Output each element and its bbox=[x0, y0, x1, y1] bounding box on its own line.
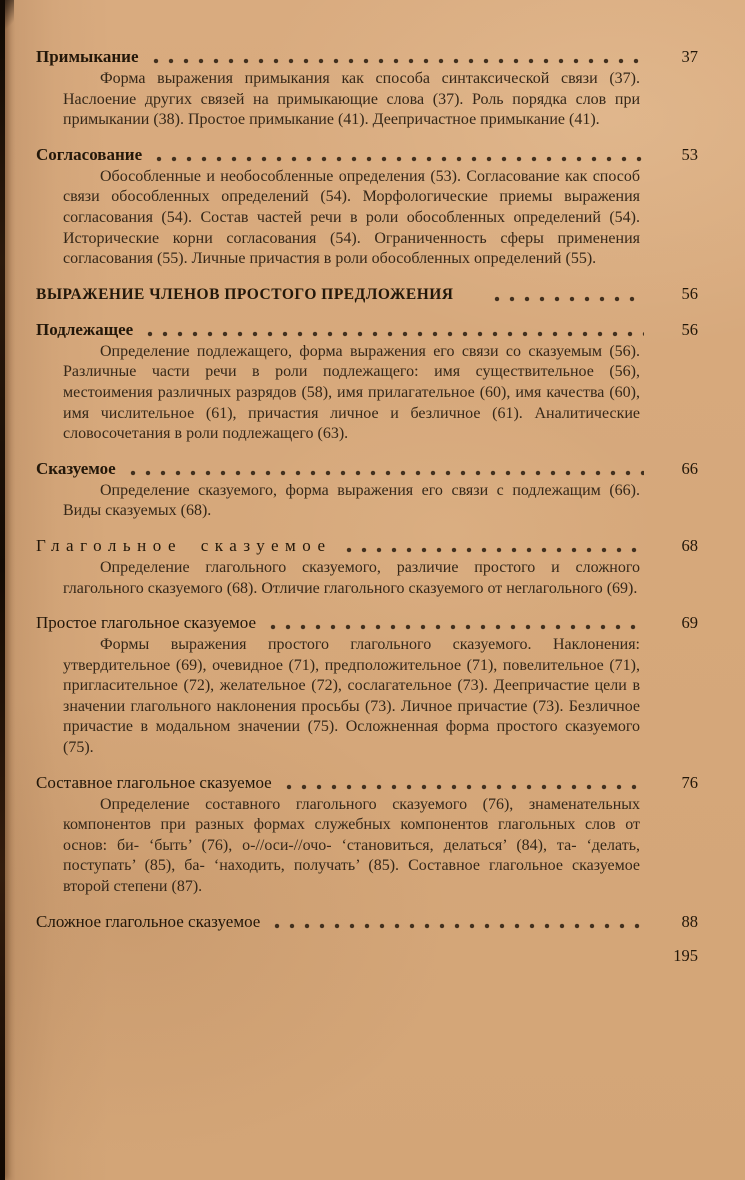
toc-page-number: 56 bbox=[681, 283, 698, 303]
toc-entry-description: Определение сказуемого, форма выражения его связи с подлежащим (66). Виды сказуемых (68). bbox=[63, 481, 640, 520]
toc-entry-section bbox=[36, 283, 702, 306]
toc-heading-row bbox=[36, 283, 702, 306]
toc-page-number: 53 bbox=[681, 144, 698, 164]
toc-entry-title: Простое глагольное сказуемое bbox=[36, 613, 257, 633]
scan-corner-shadow bbox=[0, 0, 14, 34]
toc-entry-title: Подлежащее bbox=[36, 319, 134, 339]
toc-entry-title: Согласование bbox=[36, 144, 143, 164]
scan-spine-edge bbox=[0, 0, 5, 1180]
dot-leader bbox=[494, 296, 644, 302]
toc-heading-row bbox=[36, 911, 702, 933]
dot-leader bbox=[346, 547, 644, 553]
dot-leader bbox=[147, 331, 644, 337]
toc-entry bbox=[36, 319, 702, 445]
toc-heading-row bbox=[36, 535, 702, 557]
dot-leader bbox=[270, 624, 644, 630]
toc-page-number: 37 bbox=[681, 47, 698, 66]
toc-heading-row bbox=[36, 144, 702, 166]
page-folio-number: 195 bbox=[673, 945, 698, 965]
toc-entry-title: Примыкание bbox=[36, 47, 139, 66]
toc-page-number: 69 bbox=[681, 613, 698, 633]
dot-leader bbox=[156, 156, 644, 162]
toc-entry bbox=[36, 458, 702, 522]
toc-heading-row bbox=[36, 319, 702, 341]
toc-heading-row bbox=[36, 458, 702, 480]
toc-entry-title: Сложное глагольное сказуемое bbox=[36, 911, 261, 931]
toc-heading-row bbox=[36, 612, 702, 634]
toc-entry-description: Определение подлежащего, форма выражения его связи со сказуемым (56). Различные части речи в роли подлежащего: имя существительное (56), местоимения различных разрядов (58), имя прилагательное (60), имя качества (60), имя числительное (61), причастия личное и безличное (61). Аналитические словосочетания в роли подлежащего (63). bbox=[63, 342, 640, 443]
toc-page-number: 66 bbox=[681, 458, 698, 478]
toc-entry-description: Форма выражения примыкания как способа синтаксической связи (37). Наслоение других связей на примыкающие слова (37). Роль порядка слов при примыкании (38). Простое примыкание (41). Деепричастное примыкание (41). bbox=[63, 70, 640, 129]
toc-entry bbox=[36, 911, 702, 933]
toc-entry-description: Обособленные и необособленные определения (53). Согласование как способ связи обособленных определений (54). Морфологические приемы выражения согласования (54). Состав частей речи в роли обособленных определений (54). Исторические корни согласования (54). Ограниченность сферы применения согласования (55). Личные причастия в роли обособленных определений (55). bbox=[63, 167, 640, 268]
toc-heading-row bbox=[36, 46, 702, 68]
dot-leader bbox=[274, 923, 644, 929]
dot-leader bbox=[153, 58, 645, 64]
toc-page-number: 88 bbox=[681, 911, 698, 931]
toc-entry-title: ВЫРАЖЕНИЕ ЧЛЕНОВ ПРОСТОГО ПРЕДЛОЖЕНИЯ bbox=[36, 285, 454, 303]
toc-entry bbox=[36, 535, 702, 599]
toc-page-number: 76 bbox=[681, 772, 698, 792]
toc-entry-title: Глагольное сказуемое bbox=[36, 535, 332, 555]
toc-entry-title: Сказуемое bbox=[36, 458, 116, 478]
toc-entry bbox=[36, 144, 702, 270]
toc-page-number: 56 bbox=[681, 319, 698, 339]
toc-entry-description: Определение составного глагольного сказуемого (76), знаменательных компонентов при разных формах служебных компонентов глагольных слов от основ: би- ‘быть’ (76), о-//оси-//очо- ‘становиться, делаться’ (84), та- ‘делать, поступать’ (85), ба- ‘находить, получать’ (85). Составное глагольное сказуемое второй степени (87). bbox=[63, 795, 640, 896]
dot-leader bbox=[130, 470, 644, 476]
toc-page-number: 68 bbox=[681, 535, 698, 555]
table-of-contents bbox=[36, 46, 702, 966]
toc-entry bbox=[36, 46, 702, 131]
toc-heading-row bbox=[36, 772, 702, 794]
toc-entry bbox=[36, 772, 702, 898]
toc-entry-description: Формы выражения простого глагольного сказуемого. Наклонения: утвердительное (69), очевидное (71), предположительное (71), повелительное (71), пригласительное (72), желательное (72), сослагательное (73). Деепричастие цели в значении глагольного наклонения просьбы (73). Личное причастие (73). Безличное причастие в модальном значении (75). Осложненная форма простого сказуемого (75). bbox=[63, 636, 640, 757]
dot-leader bbox=[286, 784, 644, 790]
toc-entry-title: Составное глагольное сказуемое bbox=[36, 772, 272, 792]
toc-entry-description: Определение глагольного сказуемого, различие простого и сложного глагольного сказуемого (68). Отличие глагольного сказуемого от неглагольного (69). bbox=[63, 558, 640, 597]
toc-entry bbox=[36, 612, 702, 759]
